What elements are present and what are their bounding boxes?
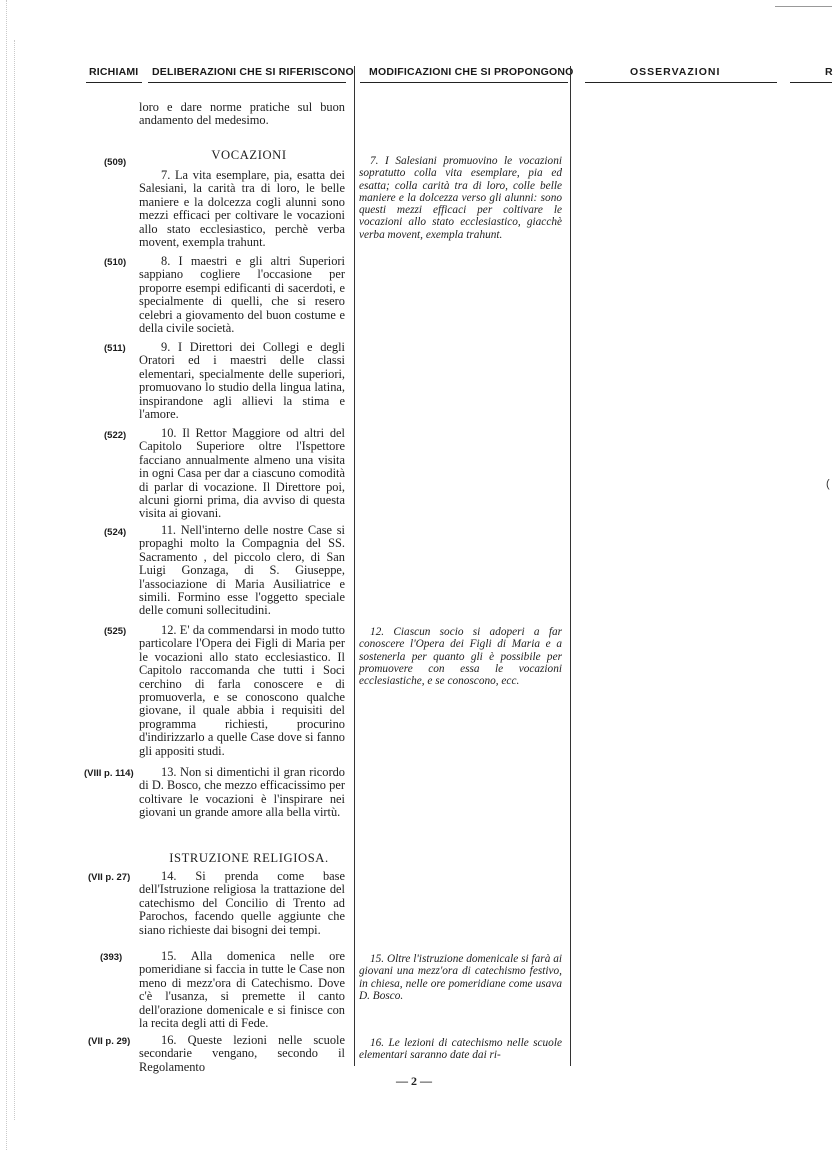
column-divider [354, 66, 355, 1066]
scan-edge-artifact [6, 0, 7, 1150]
reference-vii-29: (VII p. 29) [88, 1036, 131, 1047]
header-osservazioni: OSSERVAZIONI [630, 66, 721, 78]
header-deliberazioni: DELIBERAZIONI CHE SI RIFERISCONO [152, 66, 354, 78]
article-16: 16. Queste lezioni nelle scuole secondarie vengano, secondo il Regolamento [139, 1033, 345, 1074]
top-edge-rule [775, 6, 832, 7]
modification-15: 15. Oltre l'istruzione domenicale si farà ai giovani una mezz'ora di catechismo festivo, in chiesa, nelle ore pomeridiane come usava D. Bosco. [359, 953, 562, 1002]
article-15: 15. Alla domenica nelle ore pomeridiane si faccia in tutte le Case non meno di mezz'ora di Catechismo. Dove c'è l'usanza, si premette il canto dell'orazione domenicale e si finisce con la recita degli atti di Fede. [139, 949, 345, 1031]
header-edge-letter: R [825, 66, 833, 78]
reference-511: (511) [104, 343, 126, 354]
reference-509: (509) [104, 157, 127, 168]
column-divider [570, 66, 571, 1066]
header-rule [86, 82, 142, 83]
article-8: 8. I maestri e gli altri Superiori sappiano cogliere l'occasione per proporre esempi edificanti di sacerdoti, e specialmente di quelli, che si resero celebri a giovamento del buon costume e della civile società. [139, 254, 345, 336]
reference-525: (525) [104, 626, 127, 637]
paragraph-continued: loro e dare norme pratiche sul buon andamento del medesimo. [139, 100, 345, 128]
modification-12: 12. Ciascun socio si adoperi a far conoscere l'Opera dei Figli di Maria e a sostenerla per quanto gli è possibile per promuovere con essa le vocazioni ecclesiastiche, e se conoscono, ecc. [359, 626, 562, 688]
page-number: — 2 — [396, 1074, 432, 1088]
reference-viii-114: (VIII p. 114) [84, 768, 134, 779]
reference-vii-27: (VII p. 27) [88, 872, 131, 883]
modification-16: 16. Le lezioni di catechismo nelle scuole elementari saranno date dai ri- [359, 1037, 562, 1062]
scan-edge-artifact [14, 40, 15, 1120]
header-richiami: RICHIAMI [89, 66, 139, 78]
margin-glyph: ( [826, 478, 830, 490]
header-rule [148, 82, 346, 83]
reference-524: (524) [104, 527, 127, 538]
article-7: 7. La vita esemplare, pia, esatta dei Salesiani, la carità tra di loro, le belle maniere e la dolcezza cogli alunni sono mezzi efficaci per coltivare le vocazioni allo stato ecclesiastico, perchè verba movent, exempla trahunt. [139, 168, 345, 250]
section-heading-istruzione: ISTRUZIONE RELIGIOSA. [169, 851, 329, 865]
header-modificazioni: MODIFICAZIONI CHE SI PROPONGONO [369, 66, 574, 78]
article-13: 13. Non si dimentichi il gran ricordo di D. Bosco, che mezzo efficacissimo per coltivare le vocazioni è l'inspirare nei giovani un grande amore alla bella virtù. [139, 765, 345, 820]
article-11: 11. Nell'interno delle nostre Case si propaghi molto la Compagnia del SS. Sacramento , del piccolo clero, di San Luigi Gonzaga, di S. Giuseppe, l'associazione di Maria Ausiliatrice e simili. Formino esse l'oggetto speciale delle comuni sollecitudini. [139, 523, 345, 618]
reference-393: (393) [100, 952, 123, 963]
modification-7: 7. I Salesiani promuovino le vocazioni sopratutto colla vita esemplare, pia ed esatta; colla carità tra di loro, colle belle maniere e la dolcezza verso gli alunni: sono questi mezzi efficaci per coltivare le vocazioni allo stato ecclesiastico, giacchè verba movent, exempla trahunt. [359, 155, 562, 241]
section-heading-vocazioni: VOCAZIONI [211, 148, 287, 162]
reference-522: (522) [104, 430, 127, 441]
article-10: 10. Il Rettor Maggiore od altri del Capitolo Superiore oltre l'Ispettore facciano annualmente almeno una visita in ogni Casa per dar a ciascuno comodità di parlar di vocazione. Il Direttore poi, alcuni giorni prima, dia avviso di questa visita ai giovani. [139, 426, 345, 521]
article-14: 14. Si prenda come base dell'Istruzione religiosa la trattazione del catechismo del Concilio di Trento ad Parochos, facendo quelle aggiunte che siano richieste dai bisogni dei tempi. [139, 869, 345, 937]
header-rule [360, 82, 568, 83]
header-rule [790, 82, 832, 83]
reference-510: (510) [104, 257, 127, 268]
article-12: 12. E' da commendarsi in modo tutto particolare l'Opera dei Figli di Maria per le vocazioni allo stato ecclesiastico. Il Capitolo raccomanda che tutti i Soci cerchino di farla conoscere e di promuoverla, e se conoscono qualche giovane, il quale abbia i requisiti del programma richiesti, procurino d'indirizzarlo a quelle Case dove si fanno gli appositi studi. [139, 623, 345, 758]
header-rule [585, 82, 777, 83]
article-9: 9. I Direttori dei Collegi e degli Oratori ed i maestri delle classi elementari, specialmente delle superiori, promuovano lo studio della lingua latina, inspirandone agli allievi la stima e l'amore. [139, 340, 345, 422]
